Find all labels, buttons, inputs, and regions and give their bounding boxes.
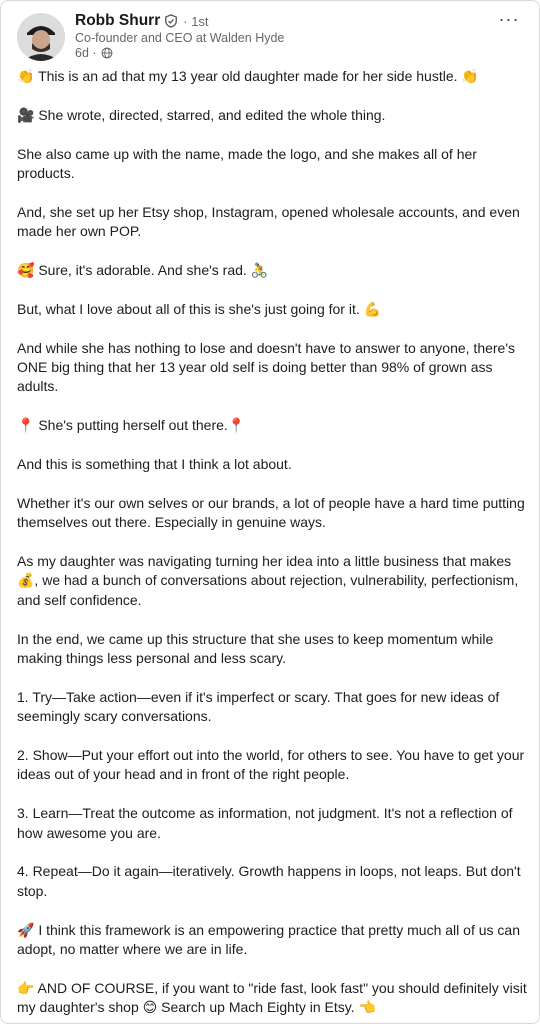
post-paragraph: 4. Repeat—Do it again—iteratively. Growth happens in loops, not leaps. But don't stop. — [17, 863, 521, 899]
author-headline: Co-founder and CEO at Walden Hyde — [75, 31, 285, 45]
post-paragraph: 1. Try—Take action—even if it's imperfect or scary. That goes for new ideas of seemingly scary conversations. — [17, 688, 500, 725]
more-options-button[interactable]: ··· — [498, 9, 520, 29]
post-paragraph: But, what I love about all of this is she's just going for it. 💪 — [17, 300, 382, 317]
post-paragraph: In the end, we came up this structure that she uses to keep momentum while making things less personal and less scary. — [17, 630, 494, 667]
post-paragraph: And this is something that I think a lot about. — [17, 456, 292, 472]
post-meta — [75, 46, 113, 60]
post-paragraph: 🥰 Sure, it's adorable. And she's rad. 🚴 — [17, 262, 269, 278]
post-paragraph: 3. Learn—Treat the outcome as information, not judgment. It's not a reflection of how awesome you are. — [17, 805, 513, 841]
globe-icon — [101, 47, 113, 59]
connection-degree: · 1st — [183, 13, 209, 29]
author-name-line — [75, 12, 209, 30]
post-paragraph: She also came up with the name, made the logo, and she makes all of her products. — [17, 145, 477, 181]
post-body — [17, 67, 527, 1024]
avatar[interactable] — [17, 13, 65, 61]
post-header — [1, 1, 539, 67]
post-paragraph: 👏 This is an ad that my 13 year old daughter made for her side hustle. 👏 — [17, 68, 479, 84]
post-paragraph: 🎥 She wrote, directed, starred, and edited the whole thing. — [17, 106, 386, 123]
post-paragraph: 👉 AND OF COURSE, if you want to "ride fast, look fast" you should definitely visit my daughter's shop 😊 Search up Mach Eighty in Etsy. 👈 — [17, 979, 527, 1016]
avatar-image — [17, 13, 65, 61]
post-paragraph: 2. Show—Put your effort out into the world, for others to see. You have to get your ideas out of your head and in front of the right people. — [17, 747, 525, 783]
post-paragraph: And, she set up her Etsy shop, Instagram, opened wholesale accounts, and even made her own POP. — [17, 203, 520, 240]
verified-shield-icon — [164, 14, 178, 28]
post-paragraph: 🚀 I think this framework is an empowering practice that pretty much all of us can adopt, no matter where we are in life. — [17, 921, 520, 958]
post-paragraph: And while she has nothing to lose and doesn't have to answer to anyone, there's ONE big thing that her 13 year old self is doing better than 98% of grown ass adults. — [17, 339, 516, 395]
post-time: 6d · — [75, 46, 97, 60]
author-name[interactable]: Robb Shurr — [75, 12, 161, 29]
post-paragraph: Whether it's our own selves or our brands, a lot of people have a hard time putting themselves out there. Especially in genuine ways. — [17, 494, 525, 531]
post-paragraph: 📍 She's putting herself out there.📍 — [17, 417, 246, 434]
post-paragraph: As my daughter was navigating turning her idea into a little business that makes 💰, we had a bunch of conversations about rejection, vulnerability, perfectionism, and self confidence. — [17, 553, 519, 608]
